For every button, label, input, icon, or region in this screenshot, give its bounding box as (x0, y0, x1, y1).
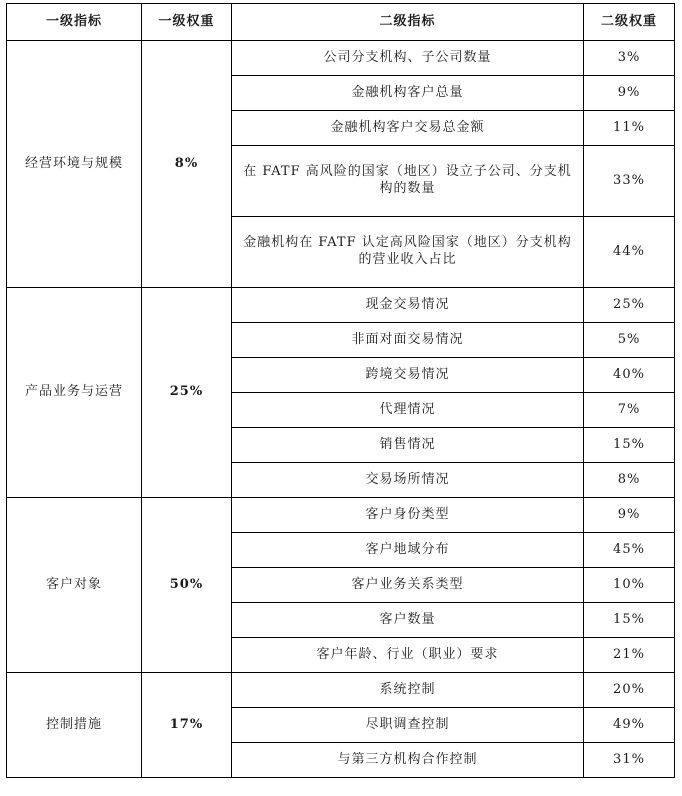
level1-weight-cell: 25% (142, 288, 232, 498)
level2-weight-cell: 33% (584, 146, 675, 217)
header-row (7, 4, 675, 41)
level2-weight-cell: 21% (584, 638, 675, 673)
level1-indicator-cell: 产品业务与运营 (7, 288, 142, 498)
level2-weight-cell: 11% (584, 111, 675, 146)
header-level1-indicator: 一级指标 (7, 4, 142, 41)
header-level1-weight: 一级权重 (142, 4, 232, 41)
level2-weight-cell: 20% (584, 673, 675, 708)
level1-indicator-cell: 经营环境与规模 (7, 41, 142, 288)
level1-indicator-cell: 控制措施 (7, 673, 142, 778)
level2-indicator-cell: 跨境交易情况 (232, 358, 584, 393)
table-row (7, 498, 675, 533)
level2-weight-cell: 9% (584, 76, 675, 111)
level2-weight-cell: 5% (584, 323, 675, 358)
level2-weight-cell: 15% (584, 603, 675, 638)
level2-indicator-cell: 金融机构在 FATF 认定高风险国家（地区）分支机构的营业收入占比 (232, 217, 584, 288)
level1-weight-cell: 50% (142, 498, 232, 673)
indicator-weight-table (6, 3, 675, 778)
table-row (7, 288, 675, 323)
level2-weight-cell: 31% (584, 743, 675, 778)
level2-indicator-cell: 在 FATF 高风险的国家（地区）设立子公司、分支机构的数量 (232, 146, 584, 217)
level2-indicator-cell: 交易场所情况 (232, 463, 584, 498)
level2-indicator-cell: 客户身份类型 (232, 498, 584, 533)
level1-weight-cell: 8% (142, 41, 232, 288)
header-level2-indicator: 二级指标 (232, 4, 584, 41)
level2-weight-cell: 8% (584, 463, 675, 498)
level2-weight-cell: 7% (584, 393, 675, 428)
level2-indicator-cell: 金融机构客户总量 (232, 76, 584, 111)
level2-indicator-cell: 尽职调查控制 (232, 708, 584, 743)
level2-weight-cell: 45% (584, 533, 675, 568)
level2-weight-cell: 25% (584, 288, 675, 323)
level2-indicator-cell: 代理情况 (232, 393, 584, 428)
level1-indicator-cell: 客户对象 (7, 498, 142, 673)
level2-indicator-cell: 客户业务关系类型 (232, 568, 584, 603)
header-level2-weight: 二级权重 (584, 4, 675, 41)
level2-indicator-cell: 现金交易情况 (232, 288, 584, 323)
level2-weight-cell: 15% (584, 428, 675, 463)
level2-indicator-cell: 非面对面交易情况 (232, 323, 584, 358)
level2-indicator-cell: 与第三方机构合作控制 (232, 743, 584, 778)
level2-indicator-cell: 销售情况 (232, 428, 584, 463)
level2-weight-cell: 3% (584, 41, 675, 76)
level2-indicator-cell: 金融机构客户交易总金额 (232, 111, 584, 146)
level2-weight-cell: 44% (584, 217, 675, 288)
level1-weight-cell: 17% (142, 673, 232, 778)
level2-indicator-cell: 客户年龄、行业（职业）要求 (232, 638, 584, 673)
level2-indicator-cell: 客户地域分布 (232, 533, 584, 568)
level2-weight-cell: 40% (584, 358, 675, 393)
table-row (7, 41, 675, 76)
level2-weight-cell: 10% (584, 568, 675, 603)
level2-weight-cell: 49% (584, 708, 675, 743)
level2-indicator-cell: 系统控制 (232, 673, 584, 708)
level2-indicator-cell: 公司分支机构、子公司数量 (232, 41, 584, 76)
table-row (7, 673, 675, 708)
level2-weight-cell: 9% (584, 498, 675, 533)
level2-indicator-cell: 客户数量 (232, 603, 584, 638)
